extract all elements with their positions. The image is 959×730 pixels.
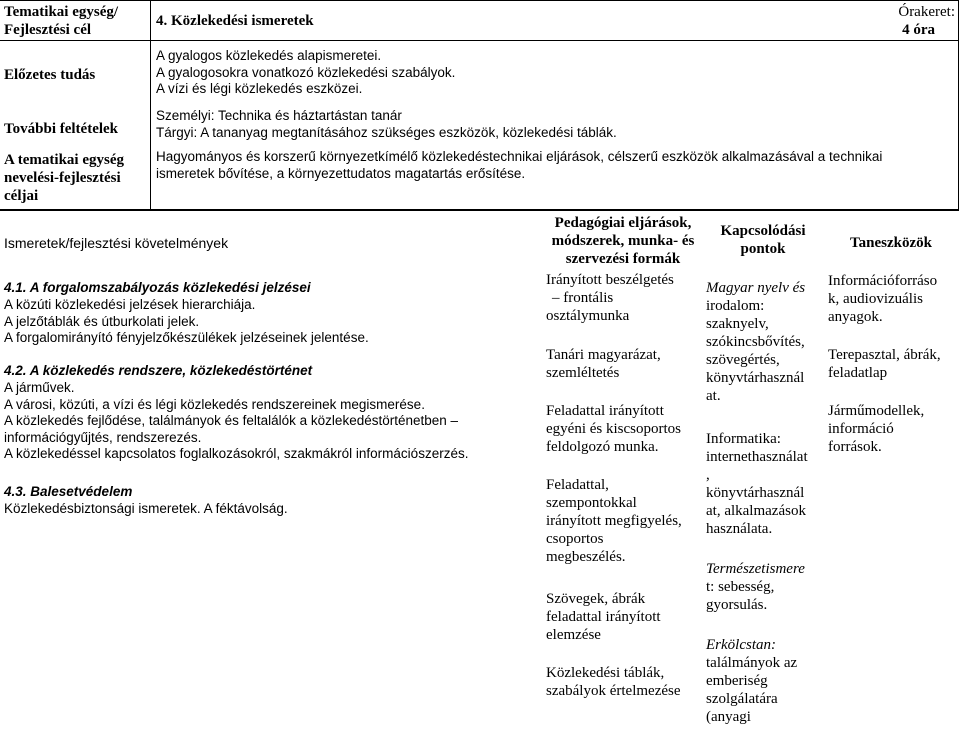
section-4-1-title: 4.1. A forgalomszabályozás közlekedési jelzései bbox=[4, 280, 311, 295]
unit-label: Tematikai egység/ Fejlesztési cél bbox=[4, 4, 119, 38]
section-4-2-list bbox=[4, 380, 468, 463]
label-column-border bbox=[150, 0, 151, 210]
text-line: (anyagi bbox=[706, 709, 751, 725]
text-line: feldolgozó munka. bbox=[546, 439, 659, 455]
section-4-2-title: 4.2. A közlekedés rendszere, közlekedéstörténet bbox=[4, 363, 313, 378]
tools-block-2 bbox=[828, 346, 941, 382]
connection-informatics bbox=[706, 430, 808, 538]
text-line: könyvtárhasznál bbox=[706, 370, 805, 386]
text-line: osztálymunka bbox=[546, 308, 630, 324]
subject-title: Informatika: bbox=[706, 431, 781, 447]
methods-block-4 bbox=[546, 476, 682, 566]
methods-block-6 bbox=[546, 664, 681, 700]
text-line: megbeszélés. bbox=[546, 549, 626, 565]
prior-knowledge-text bbox=[156, 48, 455, 98]
connections-column-header: Kapcsolódási pontok bbox=[720, 223, 806, 257]
hours-label: Órakeret: bbox=[898, 4, 955, 20]
connection-ethics bbox=[706, 636, 797, 726]
text-line: A gyalogos közlekedés alapismeretei. bbox=[156, 48, 382, 63]
text-line: használata. bbox=[706, 521, 773, 537]
hours-value: 4 óra bbox=[902, 22, 935, 38]
subject-title: Erkölcstan: bbox=[706, 637, 776, 653]
text-line: feladattal irányított bbox=[546, 609, 661, 625]
text-line: Tárgyi: A tananyag megtanításához szükséges eszközök, közlekedési táblák. bbox=[156, 124, 617, 140]
text-line: Járműmodellek, bbox=[828, 403, 925, 419]
text-line: Közlekedési táblák, bbox=[546, 665, 665, 681]
text-line: at. bbox=[706, 388, 721, 404]
list-item: A járművek. bbox=[4, 380, 75, 395]
text-line: ismeretek bővítése, a környezettudatos magatartás erősítése. bbox=[156, 165, 526, 181]
knowledge-column-header: Ismeretek/fejlesztési követelmények bbox=[4, 235, 229, 251]
list-item: Közlekedésbiztonsági ismeretek. A féktávolság. bbox=[4, 501, 288, 516]
list-item: A városi, közúti, a vízi és légi közlekedés rendszereinek megismerése. bbox=[4, 396, 425, 412]
text-line: források. bbox=[828, 439, 882, 455]
connection-science bbox=[706, 560, 805, 614]
list-item: A közlekedéssel kapcsolatos foglalkozásokról, szakmákról információszerzés. bbox=[4, 446, 469, 461]
text-line: internethasználat bbox=[706, 449, 808, 465]
tools-column-header: Taneszközök bbox=[850, 235, 932, 251]
list-item: A közlekedés fejlődése, találmányok és feltalálók a közlekedéstörténetben – bbox=[4, 413, 459, 428]
text-line: irányított megfigyelés, bbox=[546, 513, 682, 529]
section-divider bbox=[0, 209, 959, 211]
text-line: Feladattal, bbox=[546, 477, 609, 493]
text-line: szolgálatára bbox=[706, 691, 778, 707]
text-line: feladatlap bbox=[828, 365, 888, 381]
methods-block-5 bbox=[546, 590, 661, 644]
text-line: A gyalogosokra vonatkozó közlekedési szabályok. bbox=[156, 64, 456, 80]
text-line: A vízi és légi közlekedés eszközei. bbox=[156, 81, 363, 96]
text-line: csoportos bbox=[546, 531, 604, 547]
subject-title: Magyar nyelv és bbox=[706, 280, 806, 296]
text-line: találmányok az bbox=[706, 655, 798, 671]
text-line: Hagyományos és korszerű környezetkímélő közlekedéstechnikai eljárások, célszerű eszközök alkalmazásával a technikai bbox=[156, 149, 883, 164]
list-item: információgyűjtés, rendszerezés. bbox=[4, 429, 202, 445]
connection-hungarian bbox=[706, 279, 805, 405]
table-top-border bbox=[0, 0, 959, 1]
text-line: Személyi: Technika és háztartástan tanár bbox=[156, 108, 402, 123]
subject-title: Természetismere bbox=[706, 561, 805, 577]
text-line: irodalom: bbox=[706, 298, 765, 314]
text-line: szempontokkal bbox=[546, 495, 637, 511]
text-line: könyvtárhasznál bbox=[706, 485, 805, 501]
methods-column-header: Pedagógiai eljárások, módszerek, munka- és szervezési formák bbox=[551, 215, 695, 267]
text-line: Irányított beszélgetés bbox=[546, 272, 674, 288]
list-item: A forgalomirányító fényjelzőkészülékek jelzéseinek jelentése. bbox=[4, 330, 369, 345]
tools-block-3 bbox=[828, 402, 924, 456]
further-conditions-text bbox=[156, 108, 617, 141]
header-bottom-border bbox=[0, 40, 959, 41]
prior-knowledge-label: Előzetes tudás bbox=[4, 67, 96, 83]
list-item: A közúti közlekedési jelzések hierarchiája. bbox=[4, 297, 256, 312]
further-conditions-label: További feltételek bbox=[4, 121, 119, 137]
goals-label: A tematikai egység nevelési-fejlesztési céljai bbox=[4, 152, 124, 204]
text-line: Tanári magyarázat, bbox=[546, 347, 661, 363]
section-4-3-list bbox=[4, 501, 288, 518]
text-line: – frontális bbox=[552, 290, 614, 306]
text-line: szabályok értelmezése bbox=[546, 683, 681, 699]
unit-title: 4. Közlekedési ismeretek bbox=[156, 13, 314, 29]
methods-block-3 bbox=[546, 402, 681, 456]
text-line: szaknyelv, bbox=[706, 316, 769, 332]
text-line: Szövegek, ábrák bbox=[546, 591, 646, 607]
text-line: szövegértés, bbox=[706, 352, 780, 368]
text-line: anyagok. bbox=[828, 309, 883, 325]
text-line: Feladattal irányított bbox=[546, 403, 664, 419]
text-line: elemzése bbox=[546, 627, 601, 643]
text-line: k, audiovizuális bbox=[828, 291, 923, 307]
text-line: t: sebesség, bbox=[706, 579, 775, 595]
section-4-1-list bbox=[4, 297, 369, 347]
section-4-3-title: 4.3. Balesetvédelem bbox=[4, 484, 133, 499]
tools-block-1 bbox=[828, 272, 937, 326]
text-line: gyorsulás. bbox=[706, 597, 768, 613]
methods-block-1 bbox=[546, 271, 674, 325]
text-line: at, alkalmazások bbox=[706, 503, 806, 519]
text-line: egyéni és kiscsoportos bbox=[546, 421, 681, 437]
text-line: , bbox=[706, 467, 710, 483]
text-line: Terepasztal, ábrák, bbox=[828, 347, 941, 363]
text-line: Információforráso bbox=[828, 273, 938, 289]
text-line: emberiség bbox=[706, 673, 768, 689]
methods-block-2 bbox=[546, 346, 661, 382]
list-item: A jelzőtáblák és útburkolati jelek. bbox=[4, 313, 200, 329]
text-line: szókincsbővítés, bbox=[706, 334, 805, 350]
text-line: szemléltetés bbox=[546, 365, 620, 381]
goals-text bbox=[156, 149, 882, 182]
text-line: információ bbox=[828, 421, 894, 437]
